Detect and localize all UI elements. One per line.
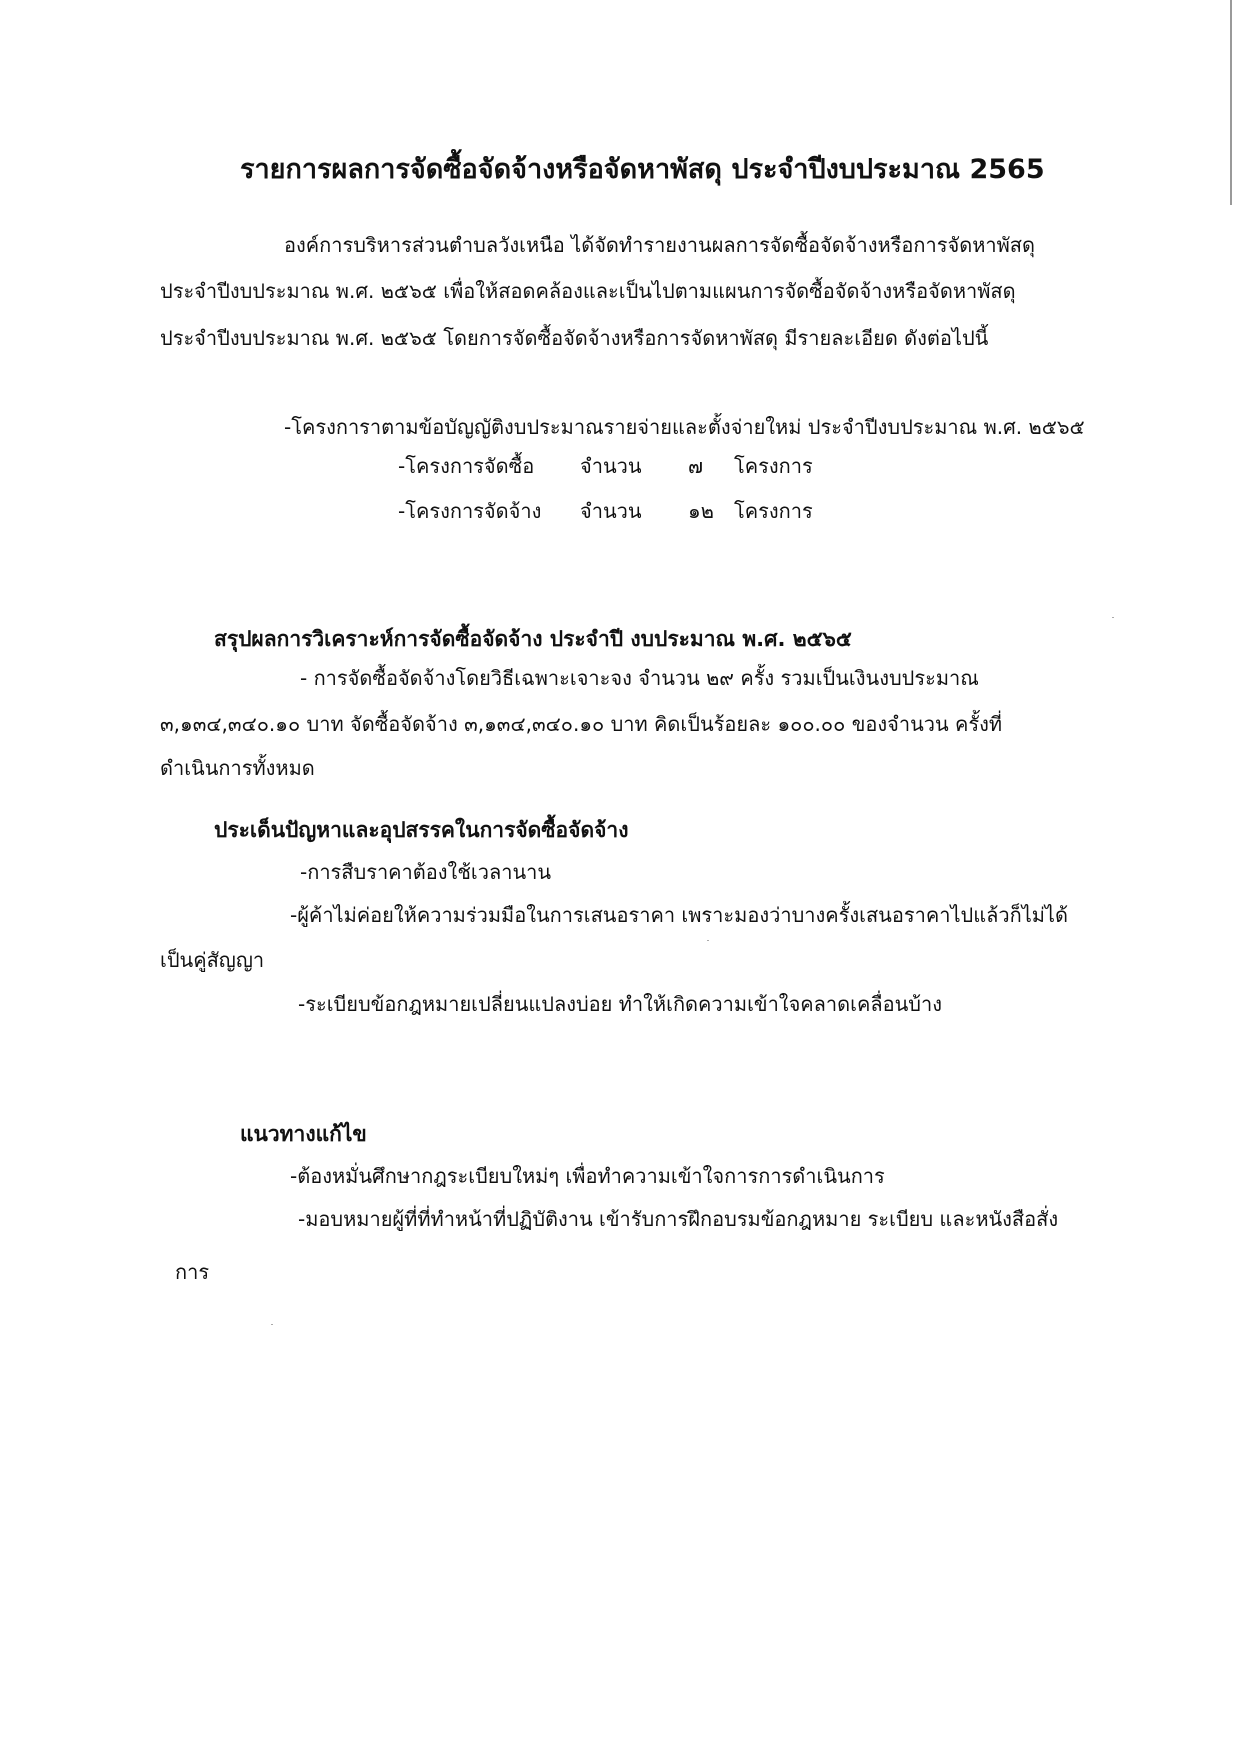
problem-item-1: -การสืบราคาต้องใช้เวลานาน	[300, 860, 552, 884]
project-row-purchase-unit: โครงการ	[734, 454, 813, 478]
problems-heading: ประเด็นปัญหาและอุปสรรคในการจัดซื้อจัดจ้าง	[214, 818, 629, 842]
solutions-heading: แนวทางแก้ไข	[240, 1122, 367, 1146]
problem-item-2-line-2: เป็นคู่สัญญา	[160, 948, 265, 972]
scan-speck	[1112, 617, 1114, 618]
intro-line-2: ประจำปีงบประมาณ พ.ศ. ๒๕๖๕ เพื่อให้สอดคล้องและเป็นไปตามแผนการจัดซื้อจัดจ้างหรือจัดหาพัสดุ	[160, 279, 1016, 303]
scan-speck	[271, 1324, 273, 1325]
scan-speck	[707, 940, 709, 941]
solution-item-1: -ต้องหมั่นศึกษากฎระเบียบใหม่ๆ เพื่อทำความเข้าใจการการดำเนินการ	[290, 1164, 885, 1188]
intro-line-1: องค์การบริหารส่วนตำบลวังเหนือ ได้จัดทำรายงานผลการจัดซื้อจัดจ้างหรือการจัดหาพัสดุ	[284, 233, 1035, 257]
project-row-hire-unit: โครงการ	[734, 499, 813, 523]
problem-item-3: -ระเบียบข้อกฎหมายเปลี่ยนแปลงบ่อย ทำให้เกิดความเข้าใจคลาดเคลื่อนบ้าง	[298, 992, 942, 1016]
project-row-purchase-count: ๗	[688, 454, 704, 478]
problem-item-2-line-1: -ผู้ค้าไม่ค่อยให้ความร่วมมือในการเสนอราคา เพราะมองว่าบางครั้งเสนอราคาไปแล้วก็ไม่ได้	[290, 903, 1068, 927]
project-row-hire-label: -โครงการจัดจ้าง	[398, 499, 542, 523]
project-row-hire-count: ๑๒	[688, 499, 714, 523]
project-row-purchase-label: -โครงการจัดซื้อ	[398, 454, 535, 478]
project-row-hire-qty-label: จำนวน	[580, 499, 642, 523]
intro-line-3: ประจำปีงบประมาณ พ.ศ. ๒๕๖๕ โดยการจัดซื้อจัดจ้างหรือการจัดหาพัสดุ มีรายละเอียด ดังต่อไปนี้	[160, 326, 989, 350]
project-row-purchase-qty-label: จำนวน	[580, 454, 642, 478]
summary-line-2: ๓,๑๓๔,๓๔๐.๑๐ บาท จัดซื้อจัดจ้าง ๓,๑๓๔,๓๔๐.๑๐ บาท คิดเป็นร้อยละ ๑๐๐.๐๐ ของจำนวน ครั้งที่	[160, 712, 1003, 736]
solution-item-2-line-1: -มอบหมายผู้ที่ที่ทำหน้าที่ปฏิบัติงาน เข้ารับการฝึกอบรมข้อกฎหมาย ระเบียบ และหนังสือสั่ง	[298, 1207, 1059, 1231]
summary-heading: สรุปผลการวิเคราะห์การจัดซื้อจัดจ้าง ประจำปี งบประมาณ พ.ศ. ๒๕๖๕	[214, 627, 852, 651]
solution-item-2-line-2: การ	[175, 1260, 210, 1284]
summary-line-3: ดำเนินการทั้งหมด	[160, 756, 315, 780]
summary-line-1: - การจัดซื้อจัดจ้างโดยวิธีเฉพาะเจาะจง จำนวน ๒๙ ครั้ง รวมเป็นเงินงบประมาณ	[300, 666, 979, 690]
document-title: รายการผลการจัดซื้อจัดจ้างหรือจัดหาพัสดุ ประจำปีงบประมาณ 2565	[240, 154, 1045, 185]
projects-heading: -โครงการาตามข้อบัญญัติงบประมาณรายจ่ายและตั้งจ่ายใหม่ ประจำปีงบประมาณ พ.ศ. ๒๕๖๕	[284, 415, 1085, 439]
scan-edge-line	[1230, 0, 1232, 205]
